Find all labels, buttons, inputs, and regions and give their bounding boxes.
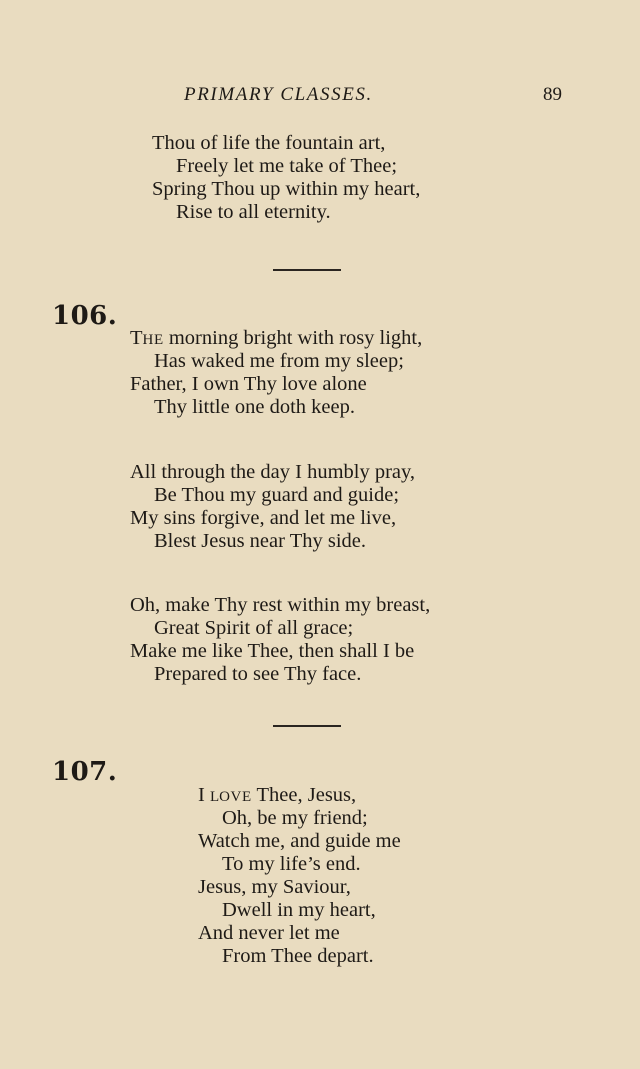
verse-line: Oh, make Thy rest within my breast, — [130, 594, 431, 616]
verse-line: Father, I own Thy love alone — [130, 373, 367, 395]
small-caps-word: HE — [142, 332, 164, 348]
verse-line-text: Thee, Jesus, — [251, 784, 357, 806]
verse-line: All through the day I humbly pray, — [130, 461, 416, 483]
verse-line: Blest Jesus near Thy side. — [154, 530, 366, 552]
verse-first-line — [198, 784, 356, 809]
verse-line: Make me like Thee, then shall I be — [130, 640, 415, 662]
verse-line: My sins forgive, and let me live, — [130, 507, 397, 529]
verse-line: Jesus, my Saviour, — [198, 876, 351, 898]
small-caps-initial: L — [209, 789, 220, 805]
section-divider — [273, 725, 341, 727]
hymn-number: 107. — [52, 757, 118, 787]
verse-line-text: morning bright with rosy light, — [163, 327, 423, 349]
verse-line: Be Thou my guard and guide; — [154, 484, 400, 506]
verse-line: Thou of life the fountain art, — [152, 132, 386, 154]
verse-line: Watch me, and guide me — [198, 830, 401, 852]
running-title: PRIMARY CLASSES. — [184, 84, 373, 105]
verse-line: Freely let me take of Thee; — [176, 155, 398, 177]
running-header — [0, 84, 640, 108]
verse-line: Rise to all eternity. — [176, 201, 331, 223]
verse-line: Dwell in my heart, — [222, 899, 376, 921]
verse-line: Spring Thou up within my heart, — [152, 178, 421, 200]
verse-line: And never let me — [198, 922, 340, 944]
first-word: I — [198, 784, 205, 806]
small-caps-word: OVE — [219, 789, 252, 805]
verse-line: Thy little one doth keep. — [154, 396, 355, 418]
verse-line: Has waked me from my sleep; — [154, 350, 404, 372]
section-divider — [273, 269, 341, 271]
verse-line: Prepared to see Thy face. — [154, 663, 362, 685]
verse-line: Oh, be my friend; — [222, 807, 368, 829]
drop-word-initial: T — [130, 327, 143, 349]
page-number: 89 — [543, 84, 562, 105]
verse-line: To my life’s end. — [222, 853, 361, 875]
verse-first-line — [130, 327, 422, 352]
hymn-number: 106. — [52, 301, 118, 331]
verse-line: Great Spirit of all grace; — [154, 617, 354, 639]
verse-line: From Thee depart. — [222, 945, 374, 967]
